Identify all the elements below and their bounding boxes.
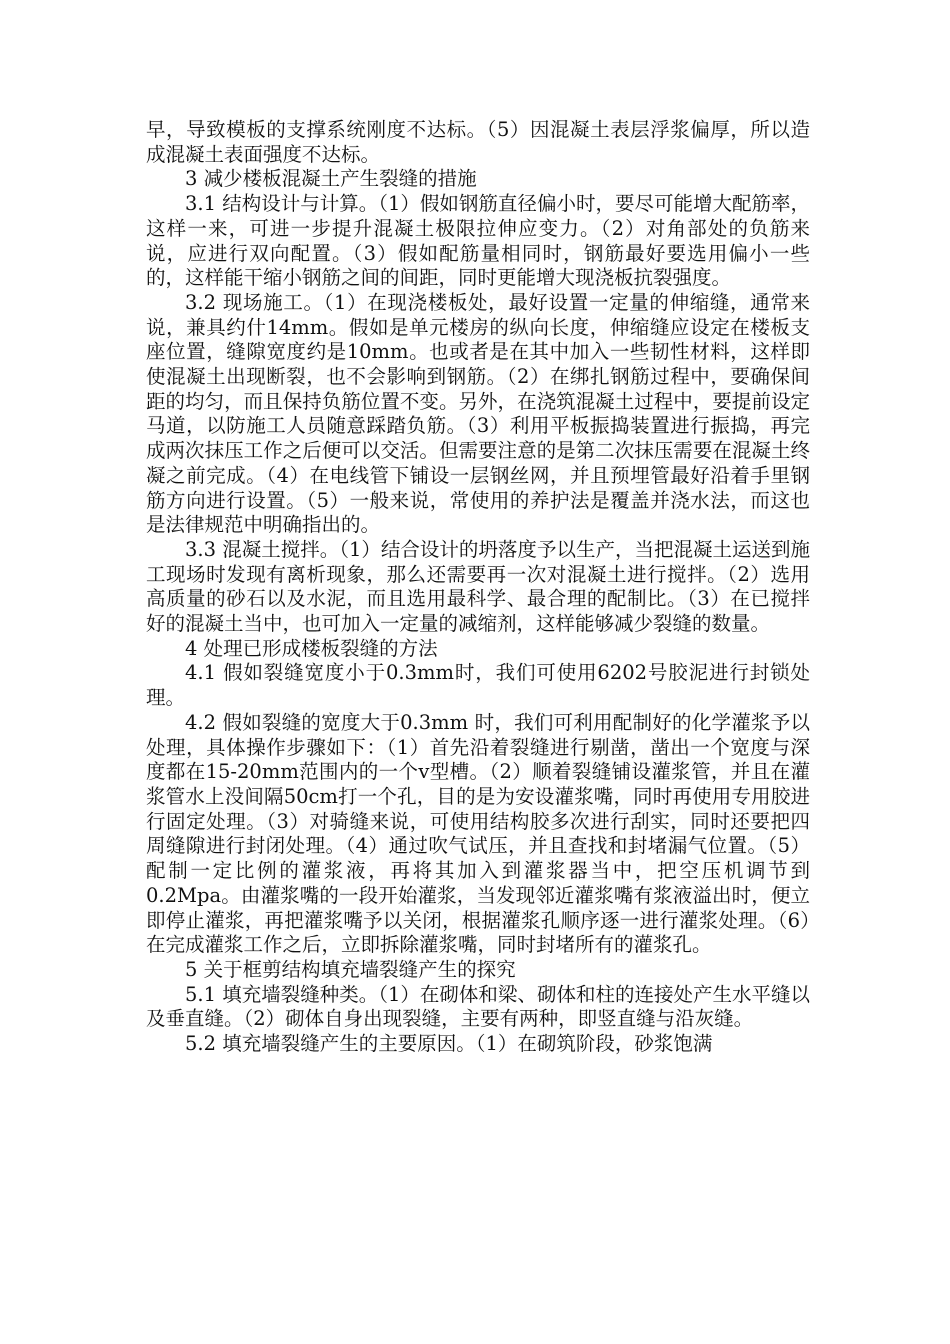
paragraph-5-2: 5.2 填充墙裂缝产生的主要原因。（1）在砌筑阶段，砂浆饱满 bbox=[185, 1032, 713, 1056]
paragraph-3-2: 3.2 现场施工。（1）在现浇楼板处，最好设置一定量的伸缩缝，通常来说，兼具约什14mm。假如是单元楼房的纵向长度，伸缩缝应设定在楼板支座位置，缝隙宽度约是10mm。也或者是在其中加入一些韧性材料，这样即使混凝土出现断裂，也不会影响到钢筋。（2）在绑扎钢筋过程中，要确保间距的均匀，而且保持负筋位置不变。另外，在浇筑混凝土过程中，要提前设定马道，以防施工人员随意踩踏负筋。（3）利用平板振捣装置进行振捣，再完成两次抹压工作之后便可以交活。但需要注意的是第二次抹压需要在混凝土终凝之前完成。（4）在电线管下铺设一层钢丝网，并且预埋管最好沿着手里钢筋方向进行设置。（5）一般来说，常使用的养护法是覆盖并浇水法，而这也是法律规范中明确指出的。 bbox=[146, 290, 810, 537]
section-heading-5: 5 关于框剪结构填充墙裂缝产生的探究 bbox=[185, 957, 516, 981]
paragraph-4-1: 4.1 假如裂缝宽度小于0.3mm时，我们可使用6202号胶泥进行封锁处理。 bbox=[146, 661, 810, 710]
paragraph-5-1: 5.1 填充墙裂缝种类。（1）在砌体和梁、砌体和柱的连接处产生水平缝以及垂直缝。（2）砌体自身出现裂缝，主要有两种，即竖直缝与沿灰缝。 bbox=[146, 982, 810, 1031]
section-heading-4: 4 处理已形成楼板裂缝的方法 bbox=[185, 636, 438, 660]
section-heading-3: 3 减少楼板混凝土产生裂缝的措施 bbox=[185, 167, 477, 191]
paragraph-continuation: 早，导致模板的支撑系统刚度不达标。（5）因混凝土表层浮浆偏厚，所以造成混凝土表面强度不达标。 bbox=[146, 118, 810, 166]
paragraph-3-1: 3.1 结构设计与计算。（1）假如钢筋直径偏小时，要尽可能增大配筋率，这样一来，可进一步提升混凝土极限拉伸应变力。（2）对角部处的负筋来说，应进行双向配置。（3）假如配筋量相同时，钢筋最好要选用偏小一些的，这样能干缩小钢筋之间的间距，同时更能增大现浇板抗裂强度。 bbox=[146, 192, 810, 290]
paragraph-3-3: 3.3 混凝土搅拌。（1）结合设计的坍落度予以生产，当把混凝土运送到施工现场时发现有离析现象，那么还需要再一次对混凝土进行搅拌。（2）选用高质量的砂石以及水泥，而且选用最科学、最合理的配制比。（3）在已搅拌好的混凝土当中，也可加入一定量的减缩剂，这样能够减少裂缝的数量。 bbox=[146, 537, 810, 636]
document-page bbox=[146, 118, 810, 1057]
paragraph-4-2: 4.2 假如裂缝的宽度大于0.3mm 时，我们可利用配制好的化学灌浆予以处理，具体操作步骤如下：（1）首先沿着裂缝进行剔凿，凿出一个宽度与深度都在15-20mm范围内的一个v型槽。（2）顺着裂缝铺设灌浆管，并且在灌浆管水上没间隔50cm打一个孔，目的是为安设灌浆嘴，同时再使用专用胶进行固定处理。（3）对骑缝来说，可使用结构胶多次进行刮实，同时还要把四周缝隙进行封闭处理。（4）通过吹气试压，并且查找和封堵漏气位置。（5）配制一定比例的灌浆液，再将其加入到灌浆器当中，把空压机调节到0.2Mpa。由灌浆嘴的一段开始灌浆，当发现邻近灌浆嘴有浆液溢出时，便立即停止灌浆，再把灌浆嘴予以关闭，根据灌浆孔顺序逐一进行灌浆处理。（6）在完成灌浆工作之后，立即拆除灌浆嘴，同时封堵所有的灌浆孔。 bbox=[146, 710, 810, 957]
